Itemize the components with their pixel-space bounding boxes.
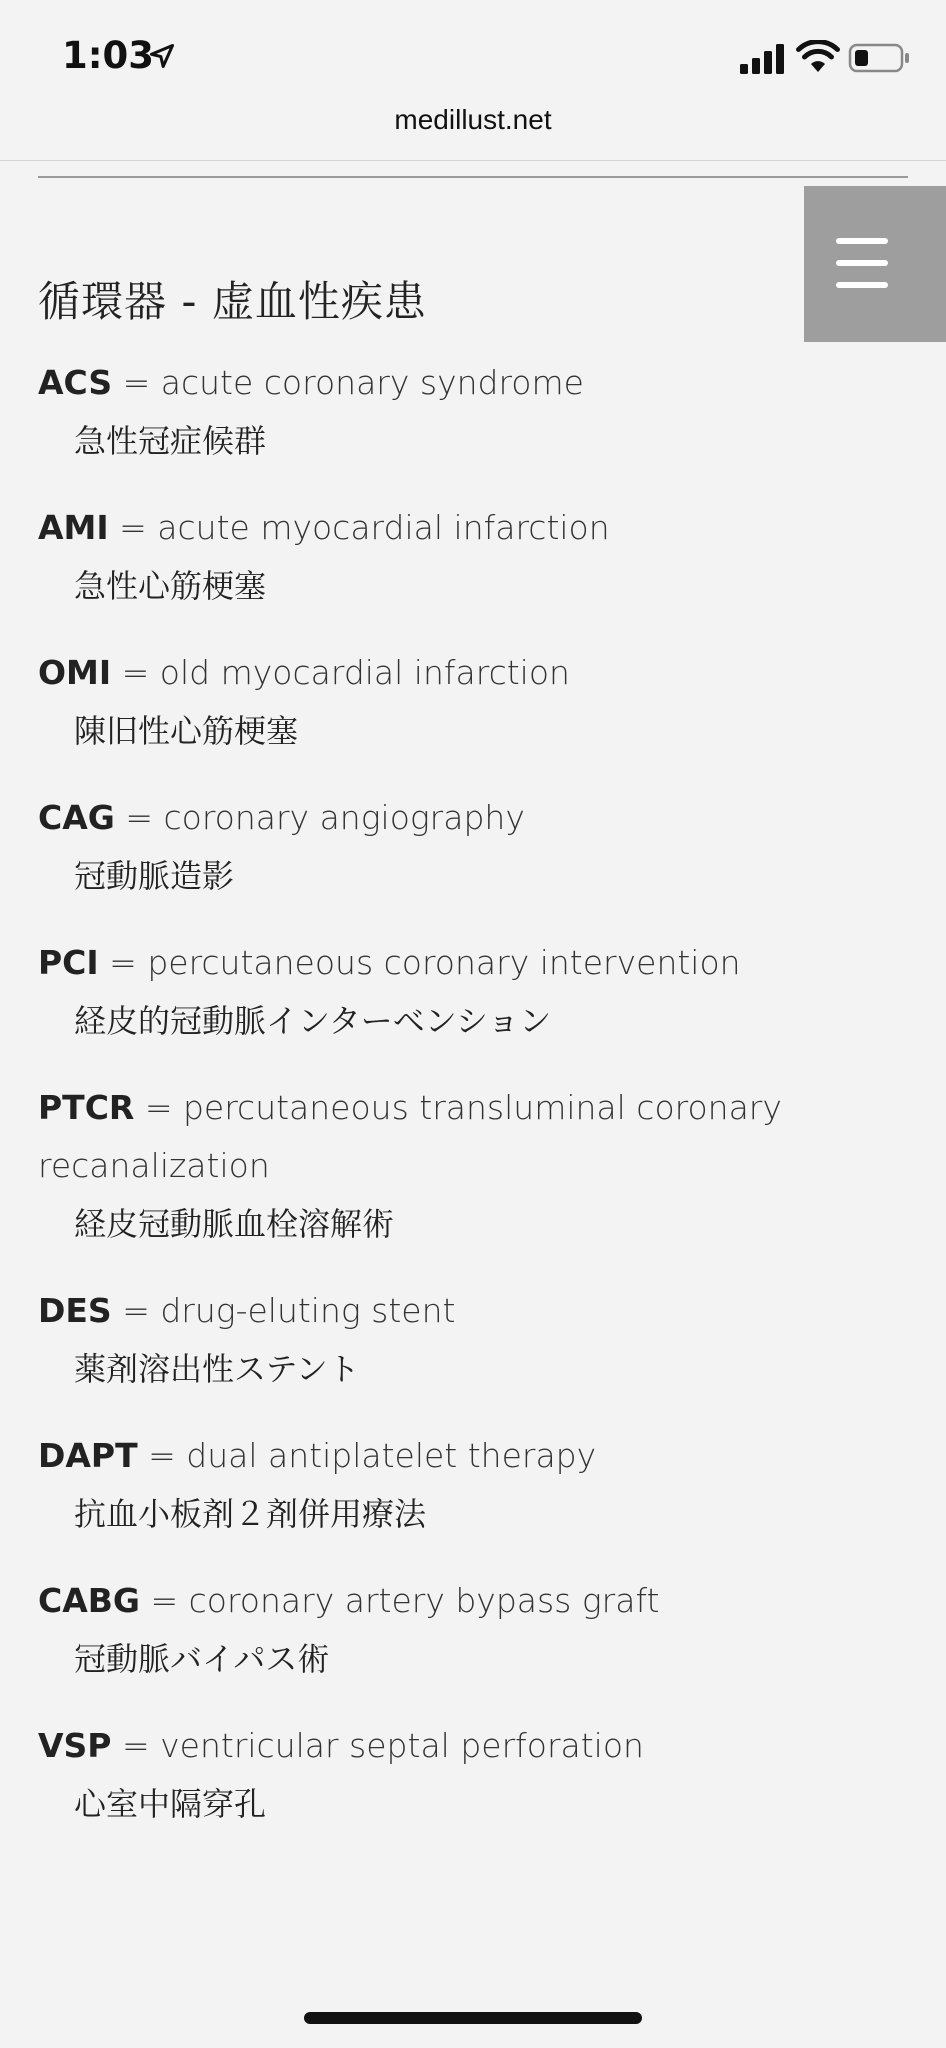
term-abbreviation: CAG xyxy=(38,798,115,837)
term-japanese: 経皮的冠動脈インターベンション xyxy=(74,1002,552,1040)
term-line xyxy=(38,354,918,412)
term-definition: = dual antiplatelet therapy xyxy=(137,1436,597,1475)
term-line xyxy=(38,1572,918,1630)
term-abbreviation: DES xyxy=(38,1291,112,1330)
term-line xyxy=(38,934,918,992)
battery-icon xyxy=(848,42,910,74)
term-entry xyxy=(38,1717,918,1833)
term-japanese: 急性心筋梗塞 xyxy=(74,567,267,605)
home-indicator[interactable] xyxy=(304,2012,642,2024)
term-line xyxy=(38,1282,918,1340)
term-abbreviation: VSP xyxy=(38,1726,112,1765)
term-entry xyxy=(38,354,918,470)
status-bar xyxy=(0,0,946,110)
cellular-signal-icon xyxy=(740,44,786,74)
term-japanese: 心室中隔穿孔 xyxy=(74,1785,267,1823)
term-definition: = percutaneous coronary intervention xyxy=(98,943,741,982)
term-abbreviation: PCI xyxy=(38,943,99,982)
hamburger-menu-icon xyxy=(836,238,888,244)
term-abbreviation: AMI xyxy=(38,508,109,547)
section-title: 循環器 - 虚血性疾患 xyxy=(38,277,427,326)
term-entry xyxy=(38,1079,918,1253)
content-top-rule xyxy=(38,176,908,178)
url-bar[interactable]: medillust.net xyxy=(394,104,552,135)
term-line xyxy=(38,644,918,702)
term-abbreviation: CABG xyxy=(38,1581,140,1620)
term-definition: = old myocardial infarction xyxy=(111,653,570,692)
term-japanese: 陳旧性心筋梗塞 xyxy=(74,712,299,750)
term-line xyxy=(38,499,918,557)
term-line xyxy=(38,1427,918,1485)
location-arrow-icon xyxy=(148,42,176,70)
status-time: 1:03 xyxy=(62,34,155,77)
term-definition: = coronary angiography xyxy=(114,798,525,837)
term-line xyxy=(38,1079,918,1195)
term-definition: = percutaneous transluminal coronary recanalization xyxy=(38,1088,782,1185)
term-entry xyxy=(38,1572,918,1688)
term-definition: = coronary artery bypass graft xyxy=(140,1581,660,1620)
term-definition: = drug-eluting stent xyxy=(111,1291,456,1330)
term-japanese: 経皮冠動脈血栓溶解術 xyxy=(74,1205,395,1243)
term-japanese: 冠動脈造影 xyxy=(74,857,235,895)
term-japanese: 急性冠症候群 xyxy=(74,422,267,460)
term-definition: = acute myocardial infarction xyxy=(108,508,610,547)
term-entry xyxy=(38,789,918,905)
term-definition: = ventricular septal perforation xyxy=(111,1726,644,1765)
term-japanese: 抗血小板剤２剤併用療法 xyxy=(74,1495,427,1533)
term-abbreviation: PTCR xyxy=(38,1088,135,1127)
term-line xyxy=(38,789,918,847)
term-definition: = acute coronary syndrome xyxy=(112,363,584,402)
term-line xyxy=(38,1717,918,1775)
wifi-icon xyxy=(796,40,840,74)
header-divider xyxy=(0,160,946,161)
term-abbreviation: DAPT xyxy=(38,1436,138,1475)
term-japanese: 冠動脈バイパス術 xyxy=(74,1640,330,1678)
main-content xyxy=(38,270,918,1862)
term-abbreviation: OMI xyxy=(38,653,112,692)
term-entry xyxy=(38,499,918,615)
term-entry xyxy=(38,644,918,760)
hamburger-menu-icon xyxy=(836,260,888,266)
term-entry xyxy=(38,1427,918,1543)
term-entry xyxy=(38,1282,918,1398)
term-japanese: 薬剤溶出性ステント xyxy=(74,1350,360,1388)
term-entry xyxy=(38,934,918,1050)
term-abbreviation: ACS xyxy=(38,363,113,402)
